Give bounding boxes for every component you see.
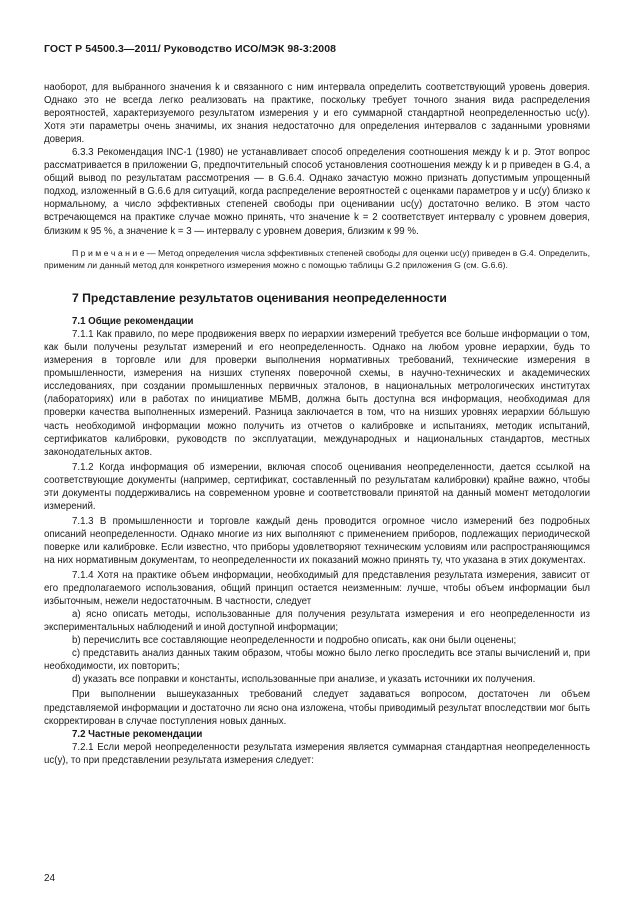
list-item: b) перечислить все составляющие неопределенности и подробно описать, как они были оценены; (72, 635, 517, 647)
list-item: a) ясно описать методы, использованные для получения результата измерения и его неопределенности из экспериментальных наблюдений и иной доступной информации; (44, 609, 590, 634)
paragraph-6-3-3: 6.3.3 Рекомендация INC-1 (1980) не устанавливает способ определения соотношения между k и p. Этот вопрос рассматривается в приложении G, предпочтительный способ установления соотношения между k и p приведен в G.4, а общий вывод по результатам рассмотрения — в G.6.4. Однако зачастую можно признать допустимым упрощенный подход, изложенный в G.6.6 для ситуаций, когда распределение вероятностей с оценками параметров y и uc(y) близко к нормальному, а число эффективных степеней свободы при оценивании uc(y) достаточно велико. В этом часто встречающемся на практике случае можно принять, что значение k = 2 соответствует интервалу с уровнем доверия, близким к 95 %, а значение k = 3 — интервалу с уровнем доверия, близким к 99 %. (44, 147, 590, 237)
subsection-heading: 7.1 Общие рекомендации (72, 316, 194, 328)
note-paragraph: П р и м е ч а н и е — Метод определения числа эффективных степеней свободы для оценки uc(y) приведен в G.4. Определить, применим ли данный метод для конкретного измерения можно с помощью таблицы G.2 приложения G (см. G.6.6). (44, 247, 590, 270)
section-title: 7 Представление результатов оценивания неопределенности (72, 291, 447, 306)
list-item: d) указать все поправки и константы, использованные при анализе, и указать источники их получения. (72, 674, 536, 686)
document-body (44, 81, 590, 767)
list-item: c) представить анализ данных таким образом, чтобы можно было легко проследить все этапы вычислений и, при необходимости, их повторить; (44, 648, 590, 673)
paragraph-7-1-2: 7.1.2 Когда информация об измерении, включая способ оценивания неопределенности, дается ссылкой на соответствующие документы (например, сертификат, составленный по результатам калибровки) крайне важно, чтобы эти документы поддерживались на современном уровне и соответствовали принятой на данный момент методологии измерений. (44, 461, 590, 512)
paragraph-7-2-1: 7.2.1 Если мерой неопределенности результата измерения является суммарная стандартная неопределенность uc(y), то при представлении результата измерения следует: (44, 741, 590, 766)
page-number: 24 (44, 873, 56, 884)
paragraph-7-1-3: 7.1.3 В промышленности и торговле каждый день проводится огромное число измерений без подробных описаний неопределенности. Однако многие из них выполняют с применением приборов, подлежащих периодической поверке или калибровке. Если известно, что приборы удовлетворяют техническим условиям или распространяющимся на них нормативным документам, то неопределенности их показаний можно принять ту, что указана в этих документах. (44, 515, 590, 566)
document-header: ГОСТ Р 54500.3—2011/ Руководство ИСО/МЭК 98-3:2008 (44, 43, 337, 55)
subsection-heading: 7.2 Частные рекомендации (72, 728, 203, 740)
paragraph-final: При выполнении вышеуказанных требований следует задаваться вопросом, достаточен ли объем представляемой информации и достаточно ли ясно она изложена, чтобы приводимый результат впоследствии мог быть скорректирован в случае поступления новых данных. (44, 689, 590, 727)
paragraph-7-1-1: 7.1.1 Как правило, по мере продвижения вверх по иерархии измерений требуется все больше информации о том, как были получены результат измерений и его неопределенность. Однако на любом уровне иерархии, будь то измерения в торговле или для проверки выполнения нормативных требований, технические измерения в промышленности, измерения на низших ступенях поверочной схемы, в научно-технических и академических исследованиях, при создании промышленных первичных эталонов, в национальных метрологических институтах (лабораториях) или в работах по инициативе МБМВ, должна быть доступна вся информация, необходимая для проверки качества выполненных измерений. Разница заключается в том, что на низших уровнях иерархии бóльшую часть необходимой информации можно получить из отчетов о калибровке и испытаниях, методик испытаний, сертификатов калибровки, руководств по эксплуатации, международных и национальных стандартов, местных законодательных актов. (44, 329, 590, 458)
paragraph-continuation: наоборот, для выбранного значения k и связанного с ним интервала определить соответствующий уровень доверия. Однако это не всегда легко реализовать на практике, поскольку требует точного знания вида распределения вероятностей, характеризуемого результатом измерения y и его суммарной стандартной неопределенностью uc(y). Хотя эти параметры очень значимы, их знания недостаточно для определения интервалов с заданными уровнями доверия. (44, 82, 590, 146)
paragraph-7-1-4: 7.1.4 Хотя на практике объем информации, необходимый для представления результата измерения, зависит от его предполагаемого использования, общий принцип остается неизменным: лучше, чтобы объем информации был избыточным, нежели недостаточным. В частности, следует (44, 570, 590, 608)
